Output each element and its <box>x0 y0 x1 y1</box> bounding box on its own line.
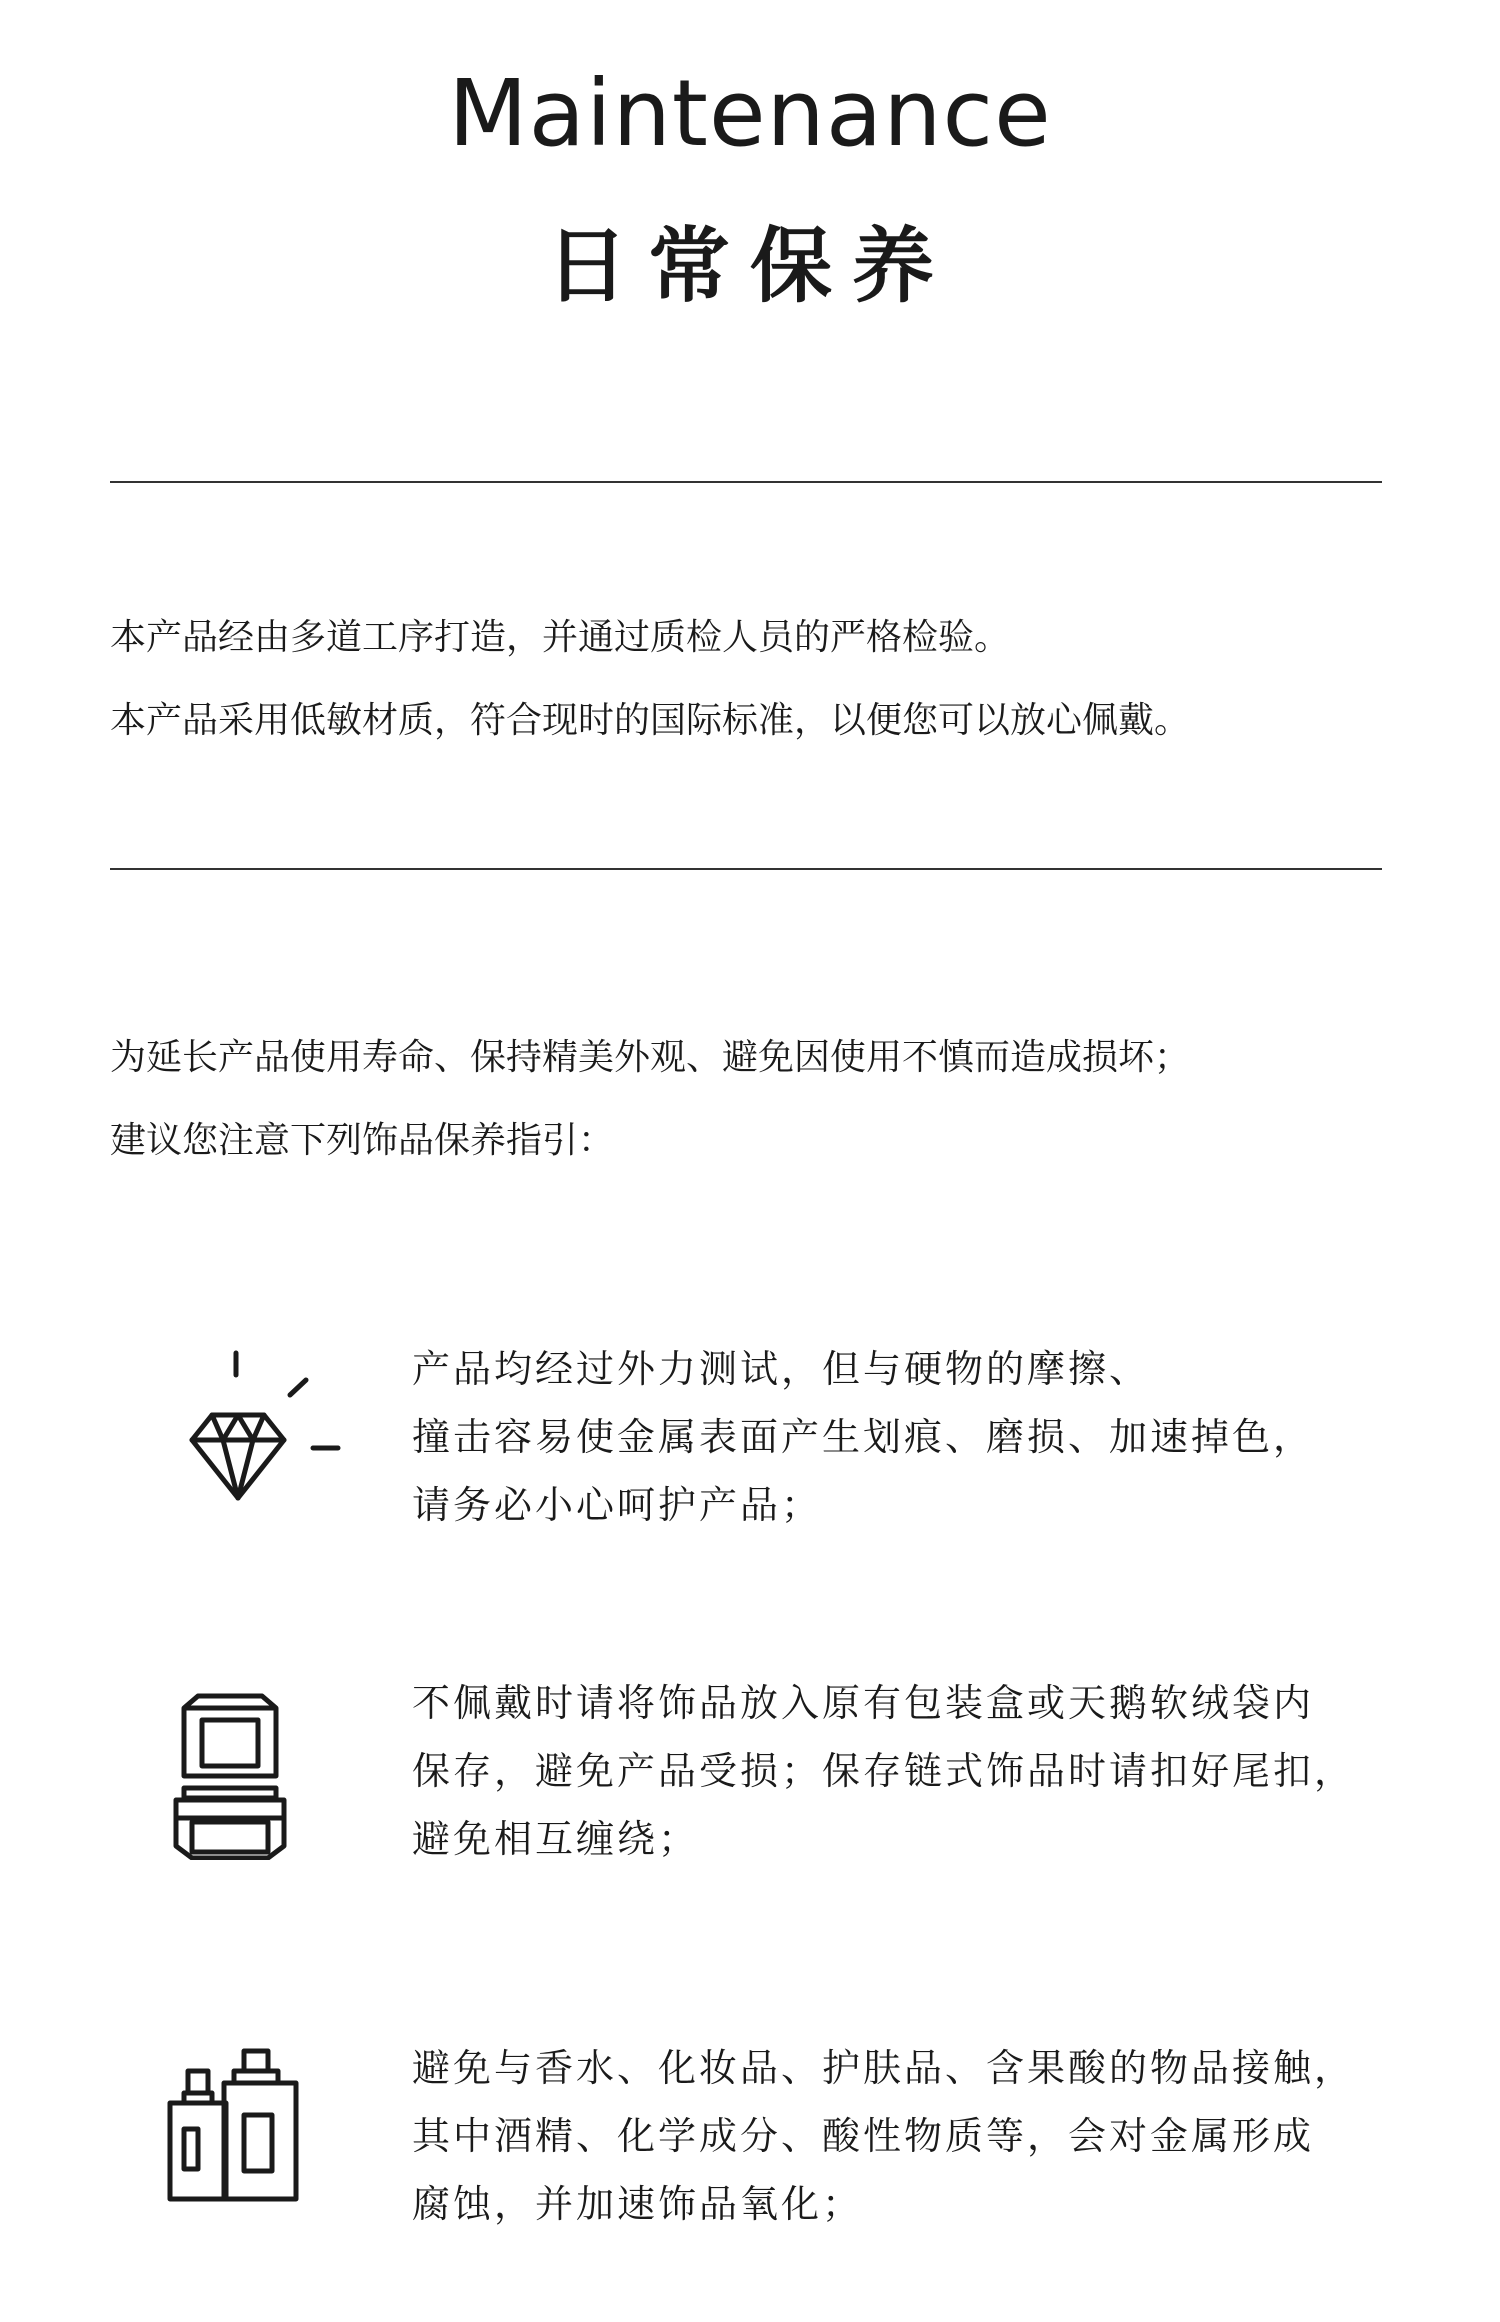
tip-line: 保存，避免产品受损；保存链式饰品时请扣好尾扣， <box>412 1749 1356 1793</box>
guide-line: 建议您注意下列饰品保养指引： <box>110 1120 615 1161</box>
tip-line: 避免相互缠绕； <box>412 1817 700 1861</box>
tip-line: 不佩戴时请将饰品放入原有包装盒或天鹅软绒袋内 <box>412 1681 1315 1725</box>
perfume-bottles-icon <box>164 2045 304 2205</box>
tip-line: 撞击容易使金属表面产生划痕、磨损、加速掉色， <box>412 1415 1315 1459</box>
intro-line: 本产品采用低敏材质，符合现时的国际标准，以便您可以放心佩戴。 <box>110 700 1191 741</box>
divider-top <box>110 481 1382 483</box>
divider-middle <box>110 868 1382 870</box>
tip-text-chemicals <box>412 2034 1412 2238</box>
tip-line: 避免与香水、化妆品、护肤品、含果酸的物品接触， <box>412 2046 1356 2090</box>
guide-line: 为延长产品使用寿命、保持精美外观、避免因使用不慎而造成损坏； <box>110 1037 1191 1078</box>
tip-text-scratch <box>412 1335 1412 1539</box>
intro-line: 本产品经由多道工序打造，并通过质检人员的严格检验。 <box>110 617 1011 658</box>
tip-text-storage <box>412 1669 1412 1873</box>
tip-line: 腐蚀，并加速饰品氧化； <box>412 2182 864 2226</box>
tip-line: 其中酒精、化学成分、酸性物质等，会对金属形成 <box>412 2114 1315 2158</box>
page-title-en: Maintenance <box>448 60 1052 167</box>
jewelry-box-icon <box>170 1690 290 1860</box>
tip-line: 请务必小心呵护产品； <box>412 1483 823 1527</box>
intro-paragraph <box>110 596 1410 762</box>
diamond-icon <box>168 1345 348 1515</box>
page-title-zh: 日常保养 <box>545 219 954 314</box>
guide-paragraph <box>110 1016 1410 1182</box>
tip-line: 产品均经过外力测试，但与硬物的摩擦、 <box>412 1347 1151 1391</box>
